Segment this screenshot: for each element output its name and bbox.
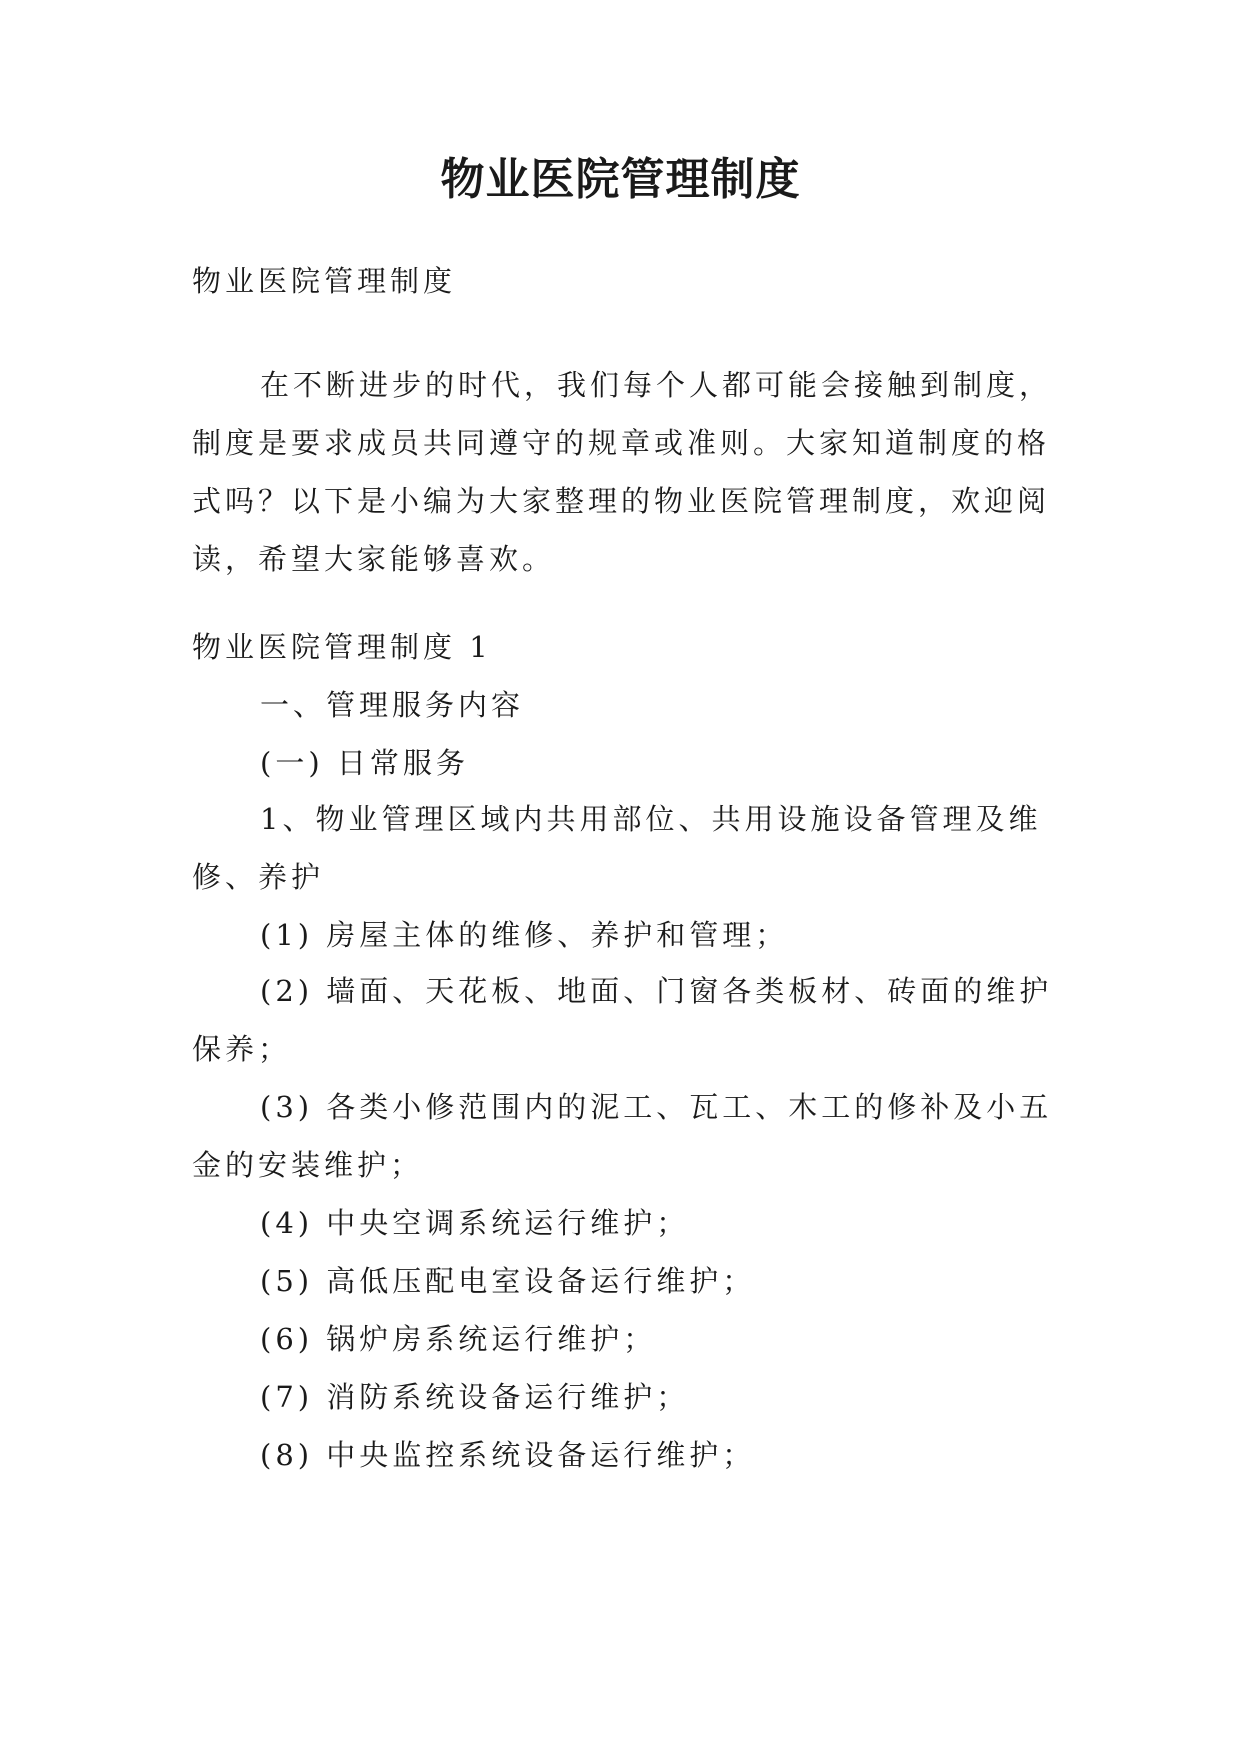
part-heading: 一、管理服务内容 [260, 688, 525, 722]
list-item: (8) 中央监控系统设备运行维护； [260, 1438, 756, 1472]
list-item: 1、物业管理区域内共用部位、共用设施设备管理及维修、养护 [192, 802, 1042, 894]
list-item: (1) 房屋主体的维修、养护和管理； [260, 918, 789, 952]
list-item: (3) 各类小修范围内的泥工、瓦工、木工的修补及小五金的安装维护； [192, 1090, 1053, 1182]
list-item: (5) 高低压配电室设备运行维护； [260, 1264, 756, 1298]
section-heading: 物业医院管理制度 1 [192, 630, 492, 664]
intro-paragraph: 在不断进步的时代，我们每个人都可能会接触到制度，制度是要求成员共同遵守的规章或准则。大家知道制度的格式吗？以下是小编为大家整理的物业医院管理制度，欢迎阅读，希望大家能够喜欢。 [192, 368, 1053, 576]
sub-heading: (一) 日常服务 [260, 746, 469, 780]
document-subtitle: 物业医院管理制度 [192, 264, 457, 298]
document-title: 物业医院管理制度 [440, 154, 801, 205]
list-item: (7) 消防系统设备运行维护； [260, 1380, 690, 1414]
list-item: (2) 墙面、天花板、地面、门窗各类板材、砖面的维护保养； [192, 974, 1053, 1066]
list-item: (4) 中央空调系统运行维护； [260, 1206, 690, 1240]
list-item: (6) 锅炉房系统运行维护； [260, 1322, 657, 1356]
